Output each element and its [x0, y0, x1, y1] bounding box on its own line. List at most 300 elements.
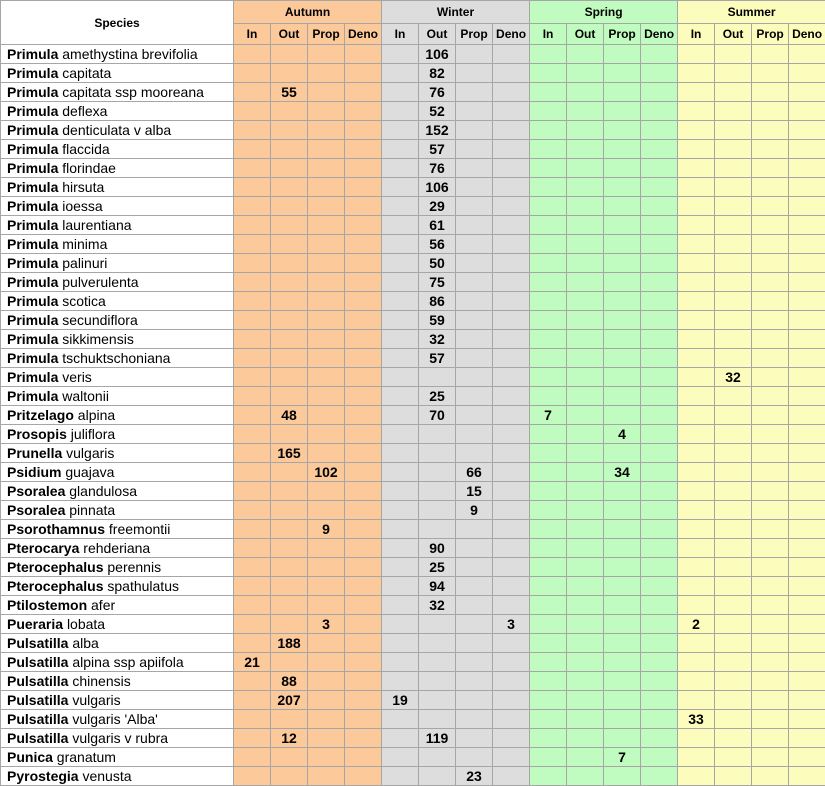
species-name-cell — [1, 463, 234, 482]
genus-name: Pulsatilla — [7, 654, 68, 670]
value-cell-autumn-deno — [345, 406, 382, 425]
value-cell-winter-prop — [456, 254, 493, 273]
genus-name: Primula — [7, 179, 58, 195]
value-cell-spring-prop: 7 — [604, 748, 641, 767]
value-cell-spring-prop — [604, 539, 641, 558]
genus-name: Primula — [7, 198, 58, 214]
value-cell-winter-prop — [456, 330, 493, 349]
value-cell-winter-prop — [456, 539, 493, 558]
value-cell-winter-prop — [456, 102, 493, 121]
value-cell-autumn-prop — [308, 482, 345, 501]
value-cell-spring-in — [530, 140, 567, 159]
species-epithet: flaccida — [62, 141, 109, 157]
value-cell-autumn-prop — [308, 406, 345, 425]
value-cell-winter-deno — [493, 577, 530, 596]
value-cell-winter-out — [419, 444, 456, 463]
value-cell-spring-out — [567, 501, 604, 520]
species-name-cell — [1, 558, 234, 577]
value-cell-summer-prop — [752, 254, 789, 273]
value-cell-autumn-prop — [308, 216, 345, 235]
value-cell-spring-in — [530, 501, 567, 520]
value-cell-summer-out — [715, 748, 752, 767]
value-cell-winter-prop — [456, 45, 493, 64]
value-cell-spring-deno — [641, 539, 678, 558]
value-cell-autumn-deno — [345, 596, 382, 615]
value-cell-summer-prop — [752, 501, 789, 520]
value-cell-winter-prop — [456, 596, 493, 615]
value-cell-winter-in — [382, 482, 419, 501]
value-cell-summer-out — [715, 444, 752, 463]
value-cell-spring-in — [530, 64, 567, 83]
value-cell-spring-deno — [641, 83, 678, 102]
value-cell-spring-deno — [641, 653, 678, 672]
value-cell-summer-deno — [789, 748, 825, 767]
value-cell-summer-in — [678, 330, 715, 349]
value-cell-summer-prop — [752, 520, 789, 539]
value-cell-spring-out — [567, 615, 604, 634]
value-cell-summer-in — [678, 292, 715, 311]
value-cell-autumn-prop — [308, 178, 345, 197]
value-cell-autumn-prop — [308, 330, 345, 349]
value-cell-spring-prop — [604, 444, 641, 463]
value-cell-spring-in — [530, 159, 567, 178]
value-cell-spring-in — [530, 596, 567, 615]
value-cell-spring-deno — [641, 444, 678, 463]
value-cell-autumn-deno — [345, 691, 382, 710]
genus-name: Primula — [7, 103, 58, 119]
value-cell-summer-prop — [752, 710, 789, 729]
value-cell-spring-in — [530, 691, 567, 710]
value-cell-autumn-deno — [345, 235, 382, 254]
species-name-cell — [1, 425, 234, 444]
value-cell-spring-deno — [641, 748, 678, 767]
genus-name: Pyrostegia — [7, 768, 79, 784]
value-cell-winter-prop — [456, 235, 493, 254]
value-cell-autumn-deno — [345, 558, 382, 577]
value-cell-winter-in — [382, 273, 419, 292]
value-cell-autumn-prop — [308, 501, 345, 520]
species-name-cell — [1, 83, 234, 102]
value-cell-summer-in — [678, 748, 715, 767]
subcolumn-spring-out: Out — [567, 24, 604, 45]
value-cell-spring-prop — [604, 634, 641, 653]
value-cell-winter-out: 94 — [419, 577, 456, 596]
value-cell-spring-deno — [641, 368, 678, 387]
species-name-cell — [1, 311, 234, 330]
value-cell-autumn-prop — [308, 653, 345, 672]
value-cell-winter-out: 52 — [419, 102, 456, 121]
value-cell-autumn-in — [234, 83, 271, 102]
value-cell-autumn-in — [234, 121, 271, 140]
value-cell-spring-in — [530, 710, 567, 729]
value-cell-winter-out — [419, 520, 456, 539]
value-cell-spring-out — [567, 254, 604, 273]
value-cell-winter-deno — [493, 235, 530, 254]
value-cell-spring-prop — [604, 197, 641, 216]
value-cell-autumn-out — [271, 653, 308, 672]
value-cell-summer-prop — [752, 672, 789, 691]
value-cell-summer-out — [715, 653, 752, 672]
genus-name: Primula — [7, 160, 58, 176]
value-cell-winter-deno — [493, 349, 530, 368]
value-cell-spring-out — [567, 330, 604, 349]
value-cell-summer-out — [715, 311, 752, 330]
value-cell-autumn-prop — [308, 140, 345, 159]
value-cell-summer-deno — [789, 45, 825, 64]
season-header-autumn: Autumn — [234, 1, 382, 24]
value-cell-winter-deno — [493, 330, 530, 349]
species-name-cell — [1, 159, 234, 178]
value-cell-summer-prop — [752, 539, 789, 558]
value-cell-summer-out — [715, 197, 752, 216]
value-cell-summer-in — [678, 197, 715, 216]
subcolumn-summer-out: Out — [715, 24, 752, 45]
table-row — [1, 463, 825, 482]
value-cell-winter-prop — [456, 292, 493, 311]
subcolumn-winter-prop: Prop — [456, 24, 493, 45]
value-cell-spring-out — [567, 520, 604, 539]
value-cell-summer-prop — [752, 102, 789, 121]
subcolumn-spring-prop: Prop — [604, 24, 641, 45]
value-cell-autumn-prop — [308, 748, 345, 767]
value-cell-summer-out — [715, 64, 752, 83]
genus-name: Primula — [7, 350, 58, 366]
value-cell-summer-out — [715, 577, 752, 596]
value-cell-summer-prop — [752, 45, 789, 64]
value-cell-winter-out: 70 — [419, 406, 456, 425]
value-cell-summer-in — [678, 83, 715, 102]
value-cell-summer-out — [715, 159, 752, 178]
value-cell-summer-deno — [789, 577, 825, 596]
value-cell-spring-prop — [604, 691, 641, 710]
value-cell-winter-out: 57 — [419, 349, 456, 368]
value-cell-autumn-out — [271, 273, 308, 292]
value-cell-winter-out: 59 — [419, 311, 456, 330]
value-cell-winter-prop — [456, 406, 493, 425]
value-cell-autumn-in: 21 — [234, 653, 271, 672]
value-cell-winter-prop — [456, 159, 493, 178]
value-cell-summer-out — [715, 121, 752, 140]
value-cell-summer-deno — [789, 672, 825, 691]
value-cell-autumn-out — [271, 254, 308, 273]
species-name-cell — [1, 577, 234, 596]
value-cell-winter-prop: 9 — [456, 501, 493, 520]
table-row — [1, 710, 825, 729]
value-cell-autumn-in — [234, 216, 271, 235]
value-cell-summer-prop — [752, 197, 789, 216]
value-cell-winter-out: 32 — [419, 596, 456, 615]
value-cell-summer-deno — [789, 729, 825, 748]
value-cell-summer-prop — [752, 216, 789, 235]
species-epithet: secundiflora — [62, 312, 138, 328]
value-cell-spring-in — [530, 615, 567, 634]
value-cell-summer-deno — [789, 311, 825, 330]
value-cell-spring-out — [567, 292, 604, 311]
value-cell-spring-out — [567, 121, 604, 140]
value-cell-autumn-prop — [308, 102, 345, 121]
genus-name: Psorothamnus — [7, 521, 105, 537]
value-cell-spring-in — [530, 292, 567, 311]
table-row — [1, 216, 825, 235]
value-cell-winter-in — [382, 729, 419, 748]
value-cell-summer-prop — [752, 558, 789, 577]
table-row — [1, 444, 825, 463]
value-cell-autumn-deno — [345, 273, 382, 292]
value-cell-summer-deno — [789, 463, 825, 482]
value-cell-summer-in — [678, 577, 715, 596]
value-cell-autumn-in — [234, 596, 271, 615]
value-cell-winter-deno — [493, 691, 530, 710]
genus-name: Pterocephalus — [7, 559, 103, 575]
value-cell-spring-prop — [604, 64, 641, 83]
value-cell-spring-out — [567, 273, 604, 292]
value-cell-winter-in — [382, 349, 419, 368]
value-cell-autumn-deno — [345, 216, 382, 235]
species-name-cell — [1, 235, 234, 254]
species-name-cell — [1, 197, 234, 216]
value-cell-summer-out — [715, 729, 752, 748]
value-cell-spring-in — [530, 178, 567, 197]
value-cell-spring-deno — [641, 121, 678, 140]
species-name-cell — [1, 520, 234, 539]
species-epithet: vulgaris — [66, 445, 114, 461]
value-cell-spring-prop — [604, 672, 641, 691]
value-cell-winter-deno — [493, 292, 530, 311]
value-cell-summer-in — [678, 729, 715, 748]
species-name-cell — [1, 615, 234, 634]
season-header-summer: Summer — [678, 1, 825, 24]
value-cell-summer-deno — [789, 596, 825, 615]
table-row — [1, 748, 825, 767]
value-cell-winter-out: 29 — [419, 197, 456, 216]
value-cell-winter-deno — [493, 64, 530, 83]
value-cell-winter-in — [382, 520, 419, 539]
species-name-cell — [1, 140, 234, 159]
value-cell-summer-prop — [752, 444, 789, 463]
species-epithet: afer — [91, 597, 115, 613]
genus-name: Pterocephalus — [7, 578, 103, 594]
value-cell-spring-out — [567, 482, 604, 501]
species-epithet: vulgaris 'Alba' — [72, 711, 158, 727]
value-cell-autumn-in — [234, 330, 271, 349]
value-cell-autumn-deno — [345, 520, 382, 539]
value-cell-winter-in — [382, 501, 419, 520]
value-cell-summer-prop — [752, 634, 789, 653]
value-cell-autumn-out — [271, 235, 308, 254]
value-cell-spring-out — [567, 45, 604, 64]
species-epithet: capitata — [62, 65, 111, 81]
value-cell-winter-out: 90 — [419, 539, 456, 558]
value-cell-spring-prop — [604, 596, 641, 615]
species-epithet: glandulosa — [69, 483, 137, 499]
value-cell-winter-in — [382, 178, 419, 197]
value-cell-summer-in — [678, 273, 715, 292]
value-cell-winter-out: 61 — [419, 216, 456, 235]
value-cell-winter-deno — [493, 596, 530, 615]
value-cell-spring-in — [530, 368, 567, 387]
species-epithet: guajava — [65, 464, 114, 480]
value-cell-spring-prop — [604, 254, 641, 273]
value-cell-spring-deno — [641, 520, 678, 539]
value-cell-winter-prop — [456, 444, 493, 463]
value-cell-summer-deno — [789, 178, 825, 197]
value-cell-summer-deno — [789, 140, 825, 159]
table-row — [1, 520, 825, 539]
value-cell-autumn-deno — [345, 197, 382, 216]
species-epithet: capitata ssp mooreana — [62, 84, 204, 100]
value-cell-winter-prop — [456, 387, 493, 406]
value-cell-summer-in — [678, 140, 715, 159]
value-cell-spring-prop — [604, 520, 641, 539]
value-cell-spring-out — [567, 444, 604, 463]
value-cell-spring-out — [567, 748, 604, 767]
value-cell-summer-in — [678, 216, 715, 235]
value-cell-summer-prop — [752, 83, 789, 102]
value-cell-winter-prop — [456, 577, 493, 596]
value-cell-summer-in — [678, 349, 715, 368]
value-cell-autumn-deno — [345, 140, 382, 159]
value-cell-autumn-deno — [345, 330, 382, 349]
species-epithet: venusta — [82, 768, 131, 784]
table-row — [1, 634, 825, 653]
value-cell-autumn-out: 188 — [271, 634, 308, 653]
genus-name: Pueraria — [7, 616, 63, 632]
table-row — [1, 691, 825, 710]
value-cell-spring-out — [567, 387, 604, 406]
value-cell-spring-out — [567, 729, 604, 748]
value-cell-spring-deno — [641, 64, 678, 83]
value-cell-summer-deno — [789, 349, 825, 368]
genus-name: Primula — [7, 122, 58, 138]
value-cell-summer-deno — [789, 102, 825, 121]
value-cell-winter-prop — [456, 672, 493, 691]
species-column-header: Species — [1, 1, 234, 45]
value-cell-spring-out — [567, 672, 604, 691]
value-cell-autumn-deno — [345, 577, 382, 596]
value-cell-autumn-prop — [308, 197, 345, 216]
genus-name: Primula — [7, 274, 58, 290]
value-cell-autumn-out — [271, 159, 308, 178]
value-cell-spring-deno — [641, 729, 678, 748]
species-name-cell — [1, 121, 234, 140]
table-row — [1, 330, 825, 349]
value-cell-spring-deno — [641, 197, 678, 216]
value-cell-winter-in — [382, 197, 419, 216]
value-cell-winter-in — [382, 140, 419, 159]
value-cell-summer-out — [715, 482, 752, 501]
value-cell-winter-deno — [493, 216, 530, 235]
genus-name: Ptilostemon — [7, 597, 87, 613]
value-cell-winter-out: 25 — [419, 387, 456, 406]
species-name-cell — [1, 729, 234, 748]
value-cell-autumn-in — [234, 197, 271, 216]
species-epithet: ioessa — [62, 198, 102, 214]
species-epithet: pulverulenta — [62, 274, 138, 290]
value-cell-winter-in — [382, 235, 419, 254]
value-cell-spring-in — [530, 216, 567, 235]
value-cell-autumn-deno — [345, 159, 382, 178]
value-cell-winter-prop — [456, 197, 493, 216]
value-cell-winter-prop — [456, 83, 493, 102]
value-cell-summer-deno — [789, 216, 825, 235]
value-cell-summer-in — [678, 368, 715, 387]
value-cell-spring-in — [530, 539, 567, 558]
table-row — [1, 672, 825, 691]
value-cell-autumn-prop — [308, 311, 345, 330]
value-cell-spring-in — [530, 444, 567, 463]
species-name-cell — [1, 349, 234, 368]
value-cell-autumn-in — [234, 235, 271, 254]
value-cell-autumn-deno — [345, 102, 382, 121]
value-cell-spring-deno — [641, 691, 678, 710]
subcolumn-spring-deno: Deno — [641, 24, 678, 45]
value-cell-spring-deno — [641, 406, 678, 425]
value-cell-summer-out — [715, 539, 752, 558]
species-name-cell — [1, 102, 234, 121]
value-cell-autumn-out — [271, 178, 308, 197]
species-epithet: juliflora — [71, 426, 115, 442]
table-row — [1, 577, 825, 596]
value-cell-autumn-out: 12 — [271, 729, 308, 748]
table-row — [1, 368, 825, 387]
value-cell-summer-in — [678, 45, 715, 64]
value-cell-winter-out — [419, 672, 456, 691]
value-cell-autumn-in — [234, 387, 271, 406]
value-cell-spring-deno — [641, 634, 678, 653]
value-cell-winter-out — [419, 615, 456, 634]
species-epithet: veris — [62, 369, 92, 385]
value-cell-summer-deno — [789, 444, 825, 463]
value-cell-winter-in — [382, 634, 419, 653]
value-cell-autumn-out — [271, 197, 308, 216]
value-cell-autumn-out — [271, 596, 308, 615]
value-cell-autumn-in — [234, 539, 271, 558]
value-cell-spring-prop — [604, 311, 641, 330]
value-cell-winter-out: 32 — [419, 330, 456, 349]
value-cell-winter-out: 76 — [419, 83, 456, 102]
species-name-cell — [1, 368, 234, 387]
value-cell-spring-deno — [641, 330, 678, 349]
species-name-cell — [1, 64, 234, 83]
value-cell-winter-out — [419, 368, 456, 387]
value-cell-autumn-prop: 9 — [308, 520, 345, 539]
value-cell-winter-prop: 23 — [456, 767, 493, 786]
value-cell-spring-deno — [641, 387, 678, 406]
table-row — [1, 482, 825, 501]
value-cell-spring-prop — [604, 159, 641, 178]
value-cell-summer-in — [678, 691, 715, 710]
subcolumn-autumn-prop: Prop — [308, 24, 345, 45]
value-cell-summer-prop — [752, 653, 789, 672]
subcolumn-autumn-in: In — [234, 24, 271, 45]
value-cell-spring-in — [530, 311, 567, 330]
value-cell-autumn-prop — [308, 596, 345, 615]
value-cell-summer-in: 33 — [678, 710, 715, 729]
species-name-cell — [1, 539, 234, 558]
value-cell-spring-prop: 4 — [604, 425, 641, 444]
value-cell-spring-deno — [641, 349, 678, 368]
value-cell-autumn-in — [234, 159, 271, 178]
value-cell-autumn-prop — [308, 539, 345, 558]
value-cell-spring-out — [567, 577, 604, 596]
subcolumn-summer-prop: Prop — [752, 24, 789, 45]
species-epithet: denticulata v alba — [62, 122, 171, 138]
genus-name: Primula — [7, 46, 58, 62]
value-cell-summer-deno — [789, 273, 825, 292]
value-cell-autumn-prop — [308, 292, 345, 311]
value-cell-summer-out — [715, 330, 752, 349]
value-cell-summer-deno — [789, 520, 825, 539]
